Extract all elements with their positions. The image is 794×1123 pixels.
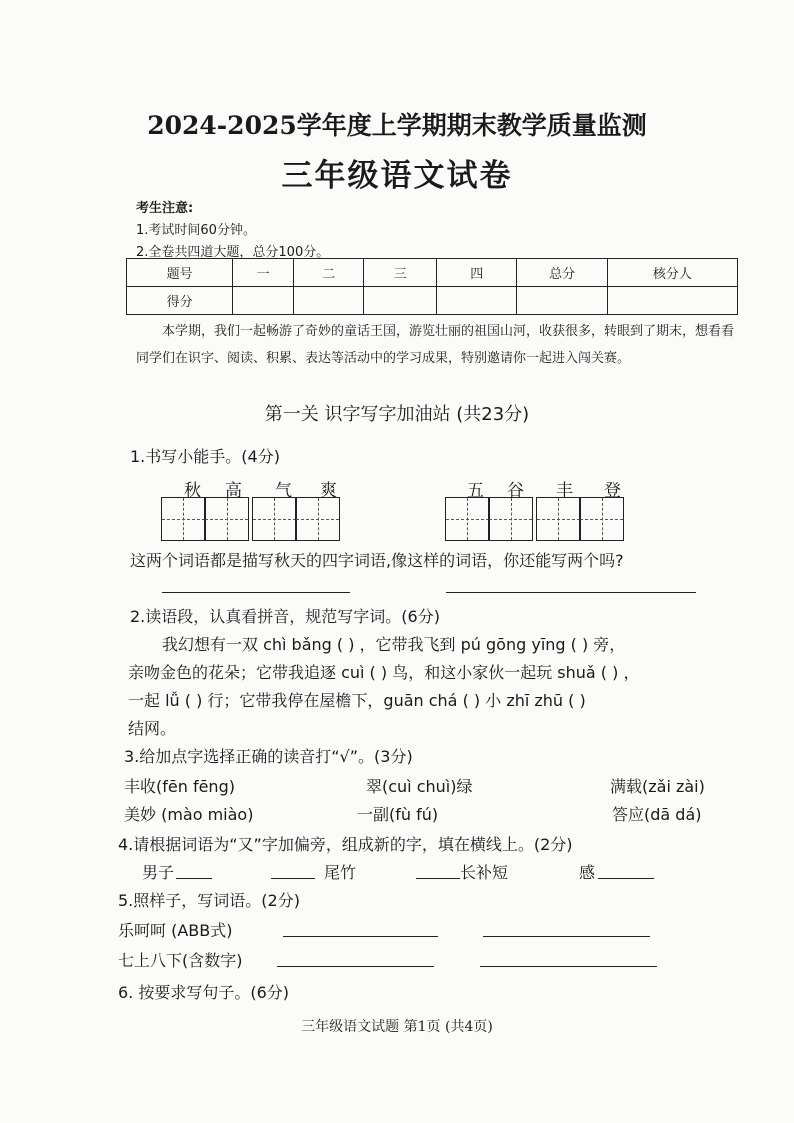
q2-line: 我幻想有一双 chì bǎng ( ) ，它带我飞到 pú gōng yīng ( ) 旁， [162,635,626,654]
q3-item[interactable]: 翠(cuì chuì)绿 [366,777,473,796]
q1-answer-line[interactable] [446,592,696,593]
writing-cell[interactable] [445,497,490,541]
q4-item: 感 [579,863,596,882]
q5-title: 5.照样子，写词语。(2分) [118,891,300,910]
score-header-cell: 核分人 [607,259,737,287]
q4-answer-line[interactable] [271,878,315,879]
q3-title: 3.给加点字选择正确的读音打“√”。(3分) [124,747,413,766]
q1-word-char: 秋 [184,481,201,501]
score-cell[interactable] [517,287,607,315]
q1-writing-grid-right [446,497,628,541]
q4-answer-line[interactable] [176,878,212,879]
score-header-cell: 二 [293,259,364,287]
q5-answer-line[interactable] [277,966,434,967]
q1-title: 1.书写小能手。(4分) [130,447,280,466]
score-cell[interactable] [293,287,364,315]
q4-answer-line[interactable] [598,878,654,879]
score-row-label: 得分 [127,287,233,315]
writing-cell[interactable] [161,497,206,541]
q5-item: 乐呵呵 (ABB式) [118,921,233,940]
score-header-cell: 题号 [127,259,233,287]
score-header-cell: 四 [436,259,516,287]
writing-cell[interactable] [295,497,340,541]
q4-answer-line[interactable] [416,878,460,879]
intro-paragraph: 本学期，我们一起畅游了奇妙的童话王国，游览壮丽的祖国山河，收获很多，转眼到了期末，想看看同学们在识字、阅读、积累、表达等活动中的学习成果，特别邀请你一起进入闯关赛。 [136,324,735,366]
q5-answer-line[interactable] [483,936,650,937]
score-cell[interactable] [233,287,294,315]
q3-item[interactable]: 一副(fù fú) [357,805,439,824]
writing-cell[interactable] [204,497,249,541]
exam-subtitle: 三年级语文试卷 [281,158,513,194]
q2-line: 一起 lǚ ( ) 行；它带我停在屋檐下，guān chá ( ) 小 zhī zhū ( ) [128,691,586,710]
score-header-cell: 总分 [517,259,607,287]
q3-item[interactable]: 丰收(fēn fēng) [124,777,235,796]
q1-writing-grid-left [162,497,344,541]
q4-item: 尾竹 [324,863,357,882]
score-table [126,258,738,315]
q2-title: 2.读语段，认真看拼音，规范写字词。(6分) [130,607,440,626]
q4-item: 男子 [142,863,175,882]
q1-word-char: 登 [604,481,621,501]
q3-item[interactable]: 美妙 (mào miào) [124,805,254,824]
notice-heading: 考生注意: [136,201,194,216]
q5-answer-line[interactable] [480,966,657,967]
q1-answer-line[interactable] [162,592,350,593]
q2-line: 结网。 [128,719,177,738]
notice-item-1: 1.考试时间60分钟。 [136,223,256,238]
q1-prompt: 这两个词语都是描写秋天的四字词语,像这样的词语，你还能写两个吗? [130,551,624,570]
score-table-header-row [127,259,738,287]
section-1-title: 第一关 识字写字加油站 (共23分) [264,404,530,425]
q6-title: 6. 按要求写句子。(6分) [118,983,290,1002]
q5-answer-line[interactable] [283,936,438,937]
score-cell[interactable] [436,287,516,315]
q1-word-char: 气 [275,481,292,501]
q3-item[interactable]: 答应(dā dá) [612,805,702,824]
score-header-cell: 三 [364,259,437,287]
q1-word-char: 丰 [556,481,573,501]
score-cell[interactable] [364,287,437,315]
notice-item-2: 2.全卷共四道大题，总分100分。 [136,245,330,260]
q5-item: 七上八下(含数字) [118,951,243,970]
q3-item[interactable]: 满载(zǎi zài) [610,777,705,796]
q4-item: 长补短 [460,863,509,882]
q1-word-char: 高 [225,481,242,501]
writing-cell[interactable] [579,497,624,541]
writing-cell[interactable] [488,497,533,541]
exam-title: 2024-2025学年度上学期期末教学质量监测 [147,111,647,140]
q1-word-char: 五 [467,481,484,501]
q1-word-char: 爽 [320,481,337,501]
score-header-cell: 一 [233,259,294,287]
writing-cell[interactable] [536,497,581,541]
q4-title: 4.请根据词语为“又”字加偏旁，组成新的字，填在横线上。(2分) [118,835,573,854]
writing-cell[interactable] [252,497,297,541]
q1-word-char: 谷 [507,481,524,501]
score-cell[interactable] [607,287,737,315]
page-footer: 三年级语文试题 第1页 (共4页) [301,1019,493,1035]
score-table-score-row [127,287,738,315]
q2-line: 亲吻金色的花朵；它带我追逐 cuì ( ) 鸟，和这小家伙一起玩 shuǎ ( ) ， [128,663,640,682]
